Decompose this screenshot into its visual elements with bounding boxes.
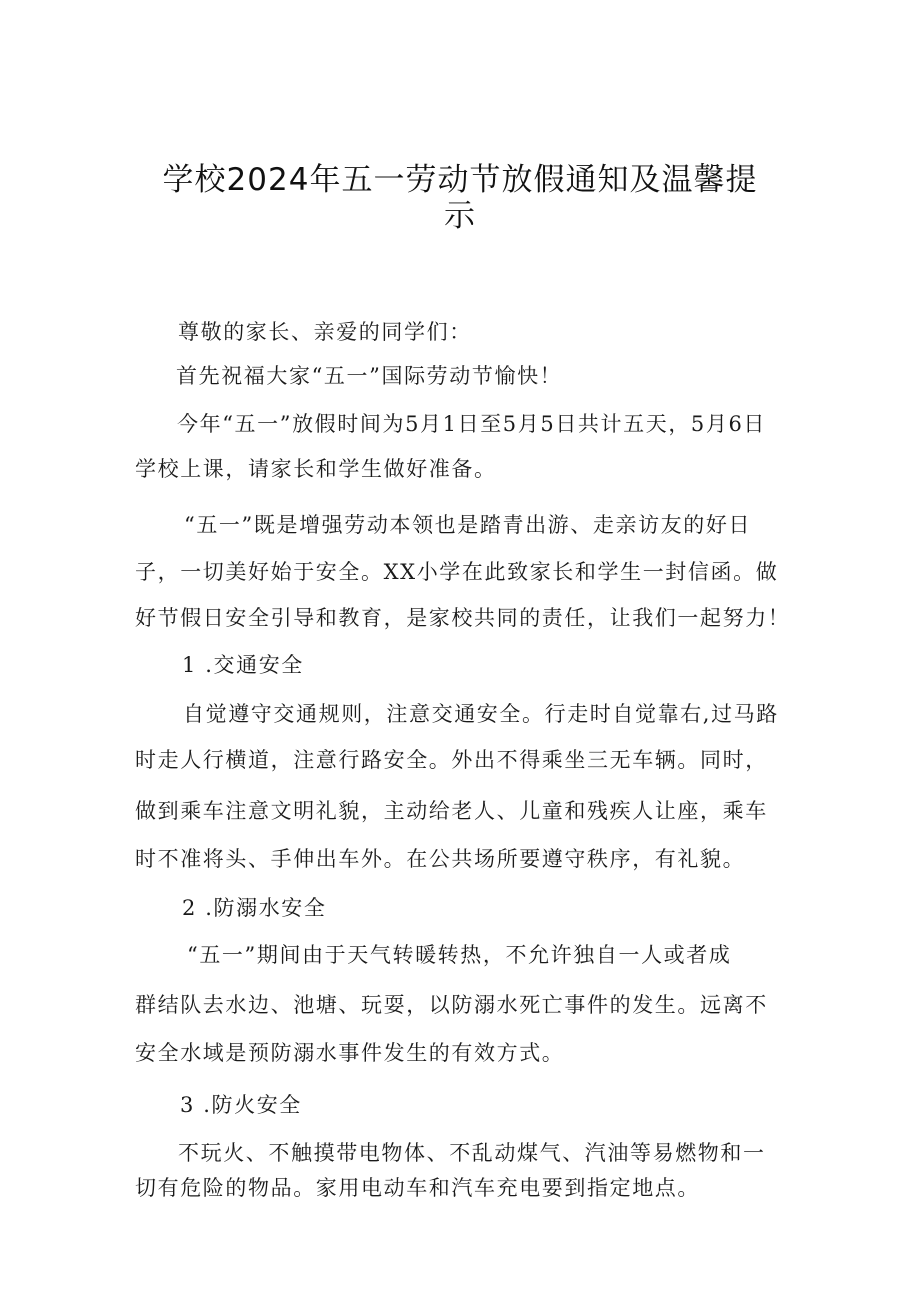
intro-paragraph-line: “五一”既是增强劳动本领也是踏青出游、走亲访友的好日 [184, 513, 752, 537]
section-heading-traffic: 1 .交通安全 [182, 653, 304, 677]
section-heading-fire: 3 .防火安全 [180, 1093, 302, 1117]
section-line: 切有危险的物品。家用电动车和汽车充电要到指定地点。 [135, 1176, 700, 1200]
section-line: 群结队去水边、池塘、玩耍，以防溺水死亡事件的发生。远离不 [135, 993, 768, 1017]
section-line: 安全水域是预防溺水事件发生的有效方式。 [135, 1041, 565, 1065]
intro-paragraph-line: 好节假日安全引导和教育，是家校共同的责任，让我们一起努力！ [135, 606, 791, 630]
greeting: 首先祝福大家“五一”国际劳动节愉快！ [176, 364, 563, 388]
section-line: 自觉遵守交通规则，注意交通安全。行走时自觉靠右,过马路 [183, 702, 779, 726]
document-title-line-2: 示 [444, 198, 476, 234]
section-line: 时不准将头、手伸出车外。在公共场所要遵守秩序，有礼貌。 [135, 847, 746, 871]
schedule-paragraph-line: 今年“五一”放假时间为5月1日至5月5日共计五天，5月6日 [177, 412, 767, 436]
section-heading-drowning: 2 .防溺水安全 [182, 896, 327, 920]
schedule-paragraph-line: 学校上课，请家长和学生做好准备。 [135, 457, 497, 481]
intro-paragraph-line: 子，一切美好始于安全。XX小学在此致家长和学生一封信函。做 [135, 560, 779, 584]
document-title-line-1: 学校2024年五一劳动节放假通知及温馨提 [162, 162, 758, 198]
salutation: 尊敬的家长、亲爱的同学们： [178, 320, 472, 344]
section-line: “五一”期间由于天气转暖转热，不允许独自一人或者成 [187, 943, 732, 967]
section-line: 时走人行横道，注意行路安全。外出不得乘坐三无车辆。同时， [135, 748, 768, 772]
section-line: 不玩火、不触摸带电物体、不乱动煤气、汽油等易燃物和一 [178, 1141, 766, 1165]
section-line: 做到乘车注意文明礼貌，主动给老人、儿童和残疾人让座，乘车 [135, 799, 768, 823]
